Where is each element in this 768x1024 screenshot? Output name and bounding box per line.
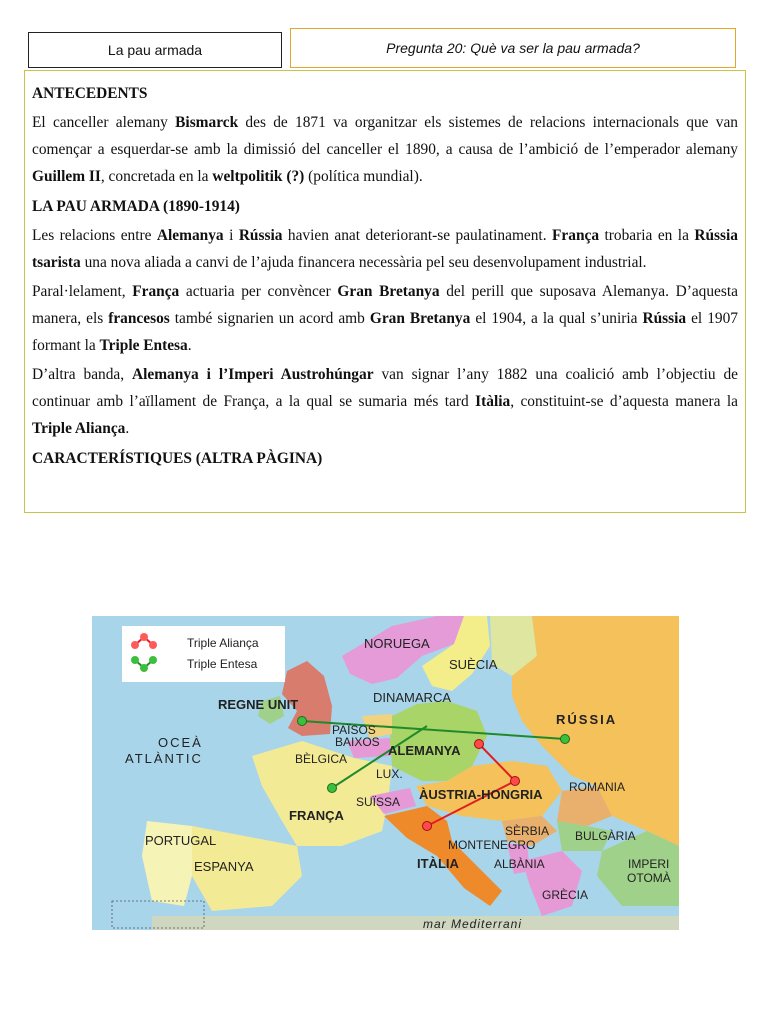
label-belgica: BÈLGICA (295, 752, 348, 766)
question-text: Pregunta 20: Què va ser la pau armada? (386, 40, 640, 56)
label-suecia: SUÈCIA (449, 657, 498, 672)
label-regne-unit: REGNE UNIT (218, 697, 299, 712)
paragraph-relacions: Les relacions entre Alemanya i Rússia havien anat deteriorant-se paulatinament. França trobaria en la Rússia tsarista una nova aliada a canvi de l’ajuda financera necessària pel seu desenvolupament industrial. (32, 227, 738, 271)
label-mar-mediterrani: mar Mediterrani (423, 917, 523, 930)
label-franca: FRANÇA (289, 808, 344, 823)
heading-antecedents: ANTECEDENTS (32, 85, 148, 102)
paragraph-antecedents: El canceller alemany Bismarck des de 1871 va organitzar els sistemes de relacions internacionals que van començar a esquerdar-se amb la dimissió del canceller el 1890, a causa de l’ambició de l’emperador alemany Guillem II, concretada en la weltpolitik (?) (política mundial). (32, 114, 738, 185)
paragraph-triple-entesa: Paral·lelament, França actuaria per convèncer Gran Bretanya del perill que suposava Alemanya. D’aquesta manera, els francesos també signarien un acord amb Gran Bretanya el 1904, a la qual s’uniria Rússia el 1907 formant la Triple Entesa. (32, 283, 738, 354)
label-noruega: NORUEGA (364, 636, 430, 651)
label-ocea: OCEÀ (158, 735, 203, 750)
page-title: La pau armada (107, 42, 203, 58)
question-box (290, 28, 736, 68)
paragraph-triple-alianca: D’altra banda, Alemanya i l’Imperi Austrohúngar van signar l’any 1882 una coalició amb l’objectiu de continuar amb l’aïllament de França, a la qual se sumaria més tard Itàlia, constituint-se d’aquesta manera la Triple Aliança. (32, 366, 738, 437)
label-alemanya: ALEMANYA (388, 743, 461, 758)
label-bulgaria: BULGÀRIA (575, 829, 636, 843)
legend-entesa-label: Triple Entesa (187, 657, 258, 671)
label-romania: ROMANIA (569, 780, 626, 794)
label-montenegro: MONTENEGRO (448, 838, 536, 852)
label-otoma: OTOMÀ (627, 871, 671, 885)
legend-alianca-label: Triple Aliança (187, 636, 259, 650)
heading-caracteristiques: CARACTERÍSTIQUES (ALTRA PÀGINA) (32, 450, 323, 467)
heading-pau-armada: LA PAU ARMADA (1890-1914) (32, 198, 240, 215)
label-grecia: GRÈCIA (542, 888, 589, 902)
label-atlantic: ATLÀNTIC (125, 751, 203, 766)
label-serbia: SÈRBIA (505, 824, 550, 838)
label-austria-hongria: ÀUSTRIA-HONGRIA (419, 787, 543, 802)
label-paisos: PAÏSOS (332, 723, 376, 737)
label-portugal: PORTUGAL (145, 833, 217, 848)
label-lux: LUX. (376, 767, 403, 781)
label-dinamarca: DINAMARCA (373, 690, 452, 705)
label-espanya: ESPANYA (194, 859, 254, 874)
text-box (24, 70, 746, 513)
label-italia: ITÀLIA (417, 856, 459, 871)
europe-map (92, 616, 679, 930)
label-baixos: BAIXOS (335, 735, 380, 749)
north-africa-shape (152, 916, 679, 930)
label-albania: ALBÀNIA (494, 857, 545, 871)
label-suissa: SUÏSSA (356, 795, 401, 809)
label-russia: RÚSSIA (556, 712, 618, 727)
label-imperi: IMPERI (628, 857, 670, 871)
title-box (28, 32, 282, 68)
